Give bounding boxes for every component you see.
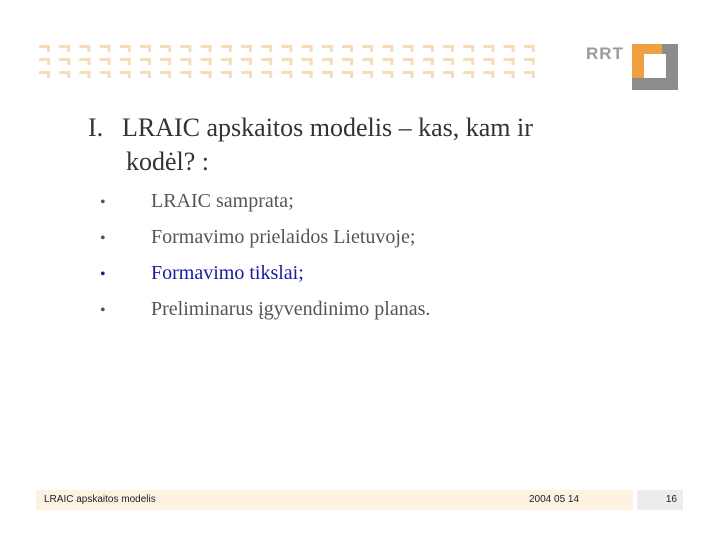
pattern-mark (140, 45, 151, 52)
footer-label: LRAIC apskaitos modelis (44, 494, 156, 505)
pattern-mark (281, 45, 292, 52)
pattern-mark (362, 71, 373, 78)
pattern-mark (524, 71, 535, 78)
pattern-mark (201, 58, 212, 65)
bullet-marker: • (100, 302, 106, 319)
pattern-mark (443, 58, 454, 65)
pattern-mark (504, 71, 515, 78)
pattern-mark (463, 45, 474, 52)
pattern-mark (100, 45, 111, 52)
pattern-mark (261, 71, 272, 78)
pattern-mark (403, 71, 414, 78)
bullet-item-active (100, 255, 430, 291)
pattern-mark (160, 71, 171, 78)
pattern-mark (241, 58, 252, 65)
pattern-mark (120, 58, 131, 65)
pattern-mark (59, 71, 70, 78)
pattern-mark (463, 58, 474, 65)
bullet-marker: • (100, 194, 106, 211)
decorative-pattern (36, 42, 540, 84)
page-number-box (637, 490, 683, 510)
pattern-mark (59, 58, 70, 65)
bullet-marker: • (100, 266, 106, 283)
pattern-mark (322, 58, 333, 65)
bullet-list (100, 183, 430, 327)
logo-square-icon (632, 44, 678, 90)
bullet-item (100, 183, 430, 219)
pattern-mark (342, 45, 353, 52)
bullet-marker: • (100, 230, 106, 247)
bullet-text: Formavimo tikslai; (151, 262, 304, 284)
bullet-text: Preliminarus įgyvendinimo planas. (151, 298, 431, 320)
bullet-item (100, 291, 430, 327)
footer-bar (36, 490, 633, 510)
pattern-mark (322, 71, 333, 78)
pattern-mark (241, 71, 252, 78)
pattern-mark (322, 45, 333, 52)
pattern-mark (79, 45, 90, 52)
pattern-mark (302, 45, 313, 52)
pattern-mark (241, 45, 252, 52)
pattern-mark (463, 71, 474, 78)
pattern-mark (423, 45, 434, 52)
pattern-mark (261, 45, 272, 52)
pattern-mark (160, 45, 171, 52)
pattern-mark (524, 58, 535, 65)
pattern-mark (201, 71, 212, 78)
bullet-text: LRAIC samprata; (151, 190, 294, 212)
bullet-item (100, 219, 430, 255)
pattern-mark (524, 45, 535, 52)
pattern-mark (120, 71, 131, 78)
pattern-mark (39, 58, 50, 65)
pattern-mark (423, 58, 434, 65)
pattern-mark (221, 45, 232, 52)
pattern-mark (504, 45, 515, 52)
title-line2: kodėl? : (126, 147, 210, 176)
pattern-mark (483, 71, 494, 78)
pattern-mark (342, 58, 353, 65)
pattern-mark (79, 58, 90, 65)
pattern-mark (59, 45, 70, 52)
pattern-mark (504, 58, 515, 65)
pattern-mark (382, 58, 393, 65)
pattern-mark (201, 45, 212, 52)
pattern-mark (483, 45, 494, 52)
pattern-mark (342, 71, 353, 78)
footer-date: 2004 05 14 (529, 494, 580, 505)
pattern-mark (100, 71, 111, 78)
pattern-mark (180, 71, 191, 78)
slide-title (88, 111, 648, 179)
pattern-mark (302, 71, 313, 78)
pattern-mark (403, 45, 414, 52)
pattern-mark (180, 45, 191, 52)
pattern-mark (423, 71, 434, 78)
pattern-mark (281, 58, 292, 65)
pattern-mark (140, 71, 151, 78)
pattern-mark (443, 45, 454, 52)
pattern-mark (443, 71, 454, 78)
page-number: 16 (665, 494, 677, 505)
pattern-mark (39, 71, 50, 78)
pattern-mark (483, 58, 494, 65)
pattern-mark (302, 58, 313, 65)
pattern-mark (160, 58, 171, 65)
pattern-mark (100, 58, 111, 65)
pattern-mark (281, 71, 292, 78)
title-line1: LRAIC apskaitos modelis – kas, kam ir (122, 113, 533, 142)
pattern-mark (362, 58, 373, 65)
title-number: I. (88, 113, 104, 142)
pattern-mark (362, 45, 373, 52)
pattern-mark (79, 71, 90, 78)
pattern-mark (403, 58, 414, 65)
pattern-mark (382, 45, 393, 52)
pattern-mark (221, 71, 232, 78)
pattern-mark (382, 71, 393, 78)
logo-text: RRT (586, 44, 624, 63)
pattern-mark (140, 58, 151, 65)
pattern-mark (180, 58, 191, 65)
pattern-mark (39, 45, 50, 52)
pattern-mark (120, 45, 131, 52)
rrt-logo (586, 42, 682, 92)
pattern-mark (261, 58, 272, 65)
bullet-text: Formavimo prielaidos Lietuvoje; (151, 226, 416, 248)
pattern-mark (221, 58, 232, 65)
